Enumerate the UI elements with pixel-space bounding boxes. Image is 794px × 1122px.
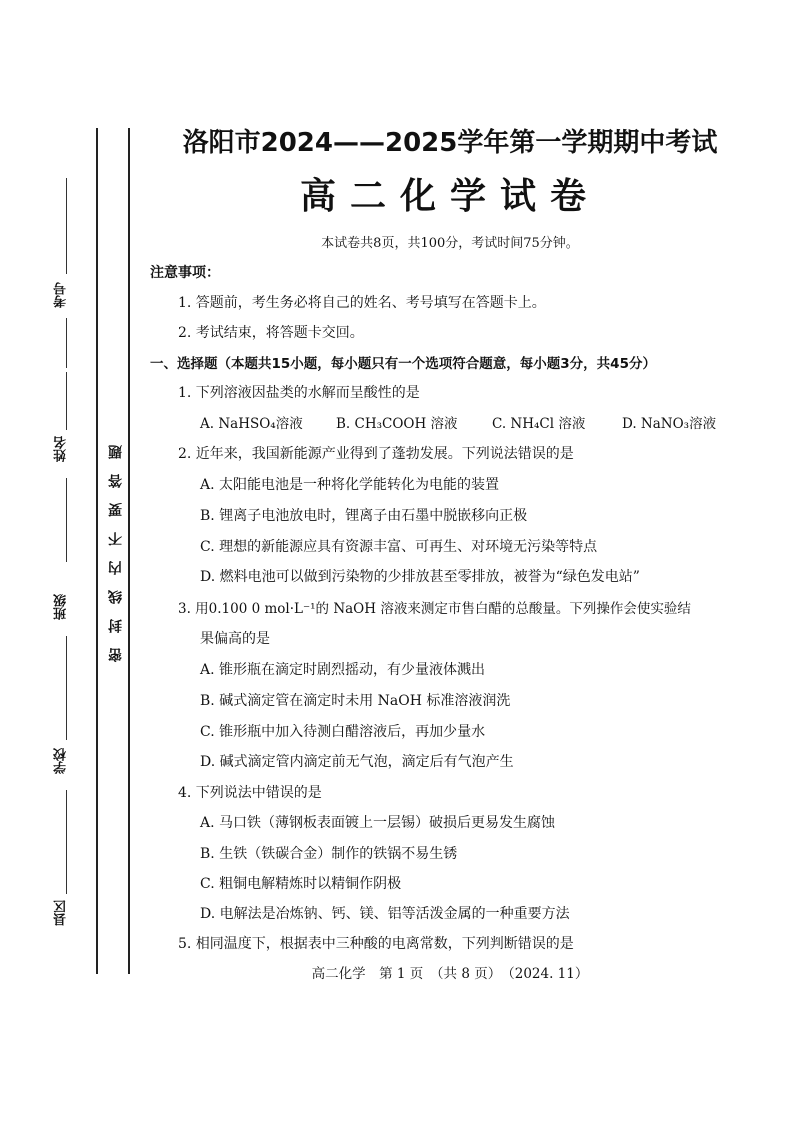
field-label-school: 学校 [54,748,69,774]
option-c: C. 粗铜电解精炼时以精铜作阴极 [200,876,402,892]
field-blank-name [66,372,67,430]
question-stem-3-cont: 果偏高的是 [200,631,270,647]
field-blank-exam-number-2 [66,318,67,368]
option-a: A. 马口铁（薄钢板表面镀上一层锡）破损后更易发生腐蚀 [200,815,556,831]
option-d: D. 电解法是冶炼钠、钙、镁、铝等活泼金属的一种重要方法 [200,906,570,922]
option-c: C. NH₄Cl 溶液 [492,416,586,432]
notes-heading: 注意事项： [150,265,220,281]
section-heading: 一、选择题（本题共15小题，每小题只有一个选项符合题意，每小题3分，共45分） [150,356,656,372]
option-b: B. 碱式滴定管在滴定时未用 NaOH 标准溶液润洗 [200,693,511,709]
field-label-name: 姓名 [54,436,69,462]
question-1-options [196,412,756,432]
seal-warning: 密封线内不要答题 [108,430,124,662]
option-b: B. 生铁（铁碳合金）制作的铁锅不易生锈 [200,846,458,862]
field-blank-school [66,790,67,894]
field-label-county: 县区 [54,900,69,926]
field-label-exam-number: 考号 [54,282,69,308]
question-stem-1: 1. 下列溶液因盐类的水解而呈酸性的是 [178,385,420,401]
binding-line-inner [128,128,130,974]
note-item: 2. 考试结束，将答题卡交回。 [178,325,364,341]
option-c: C. 锥形瓶中加入待测白醋溶液后，再加少量水 [200,724,486,740]
field-label-class: 班级 [54,594,69,620]
question-stem-2: 2. 近年来，我国新能源产业得到了蓬勃发展。下列说法错误的是 [178,446,574,462]
paper-title: 高二化学试卷 [299,176,600,217]
question-stem-4: 4. 下列说法中错误的是 [178,785,322,801]
option-b: B. 锂离子电池放电时，锂离子由石墨中脱嵌移向正极 [200,508,528,524]
exam-info: 本试卷共8页，共100分，考试时间75分钟。 [321,236,579,251]
field-blank-class [66,636,67,740]
question-stem-5: 5. 相同温度下，根据表中三种酸的电离常数，下列判断错误的是 [178,936,574,952]
option-d: D. 燃料电池可以做到污染物的少排放甚至零排放，被誉为“绿色发电站” [200,569,640,585]
option-a: A. NaHSO₄溶液 [200,416,303,432]
option-d: D. NaNO₃溶液 [622,416,717,432]
exam-title: 洛阳市2024——2025学年第一学期期中考试 [182,128,718,158]
page-footer: 高二化学 第 1 页 （共 8 页） （2024. 11） [311,966,589,982]
option-d: D. 碱式滴定管内滴定前无气泡，滴定后有气泡产生 [200,754,514,770]
option-b: B. CH₃COOH 溶液 [336,416,458,432]
option-a: A. 锥形瓶在滴定时剧烈摇动，有少量液体溅出 [200,662,486,678]
option-a: A. 太阳能电池是一种将化学能转化为电能的装置 [200,477,500,493]
question-stem-3: 3. 用0.100 0 mol·L⁻¹的 NaOH 溶液来测定市售白醋的总酸量。下列操作会使实验结 [178,601,691,617]
binding-line-outer [96,128,98,974]
field-blank-name-2 [66,478,67,562]
field-blank-exam-number [66,178,67,274]
note-item: 1. 答题前，考生务必将自己的姓名、考号填写在答题卡上。 [178,295,546,311]
option-c: C. 理想的新能源应具有资源丰富、可再生、对环境无污染等特点 [200,539,598,555]
